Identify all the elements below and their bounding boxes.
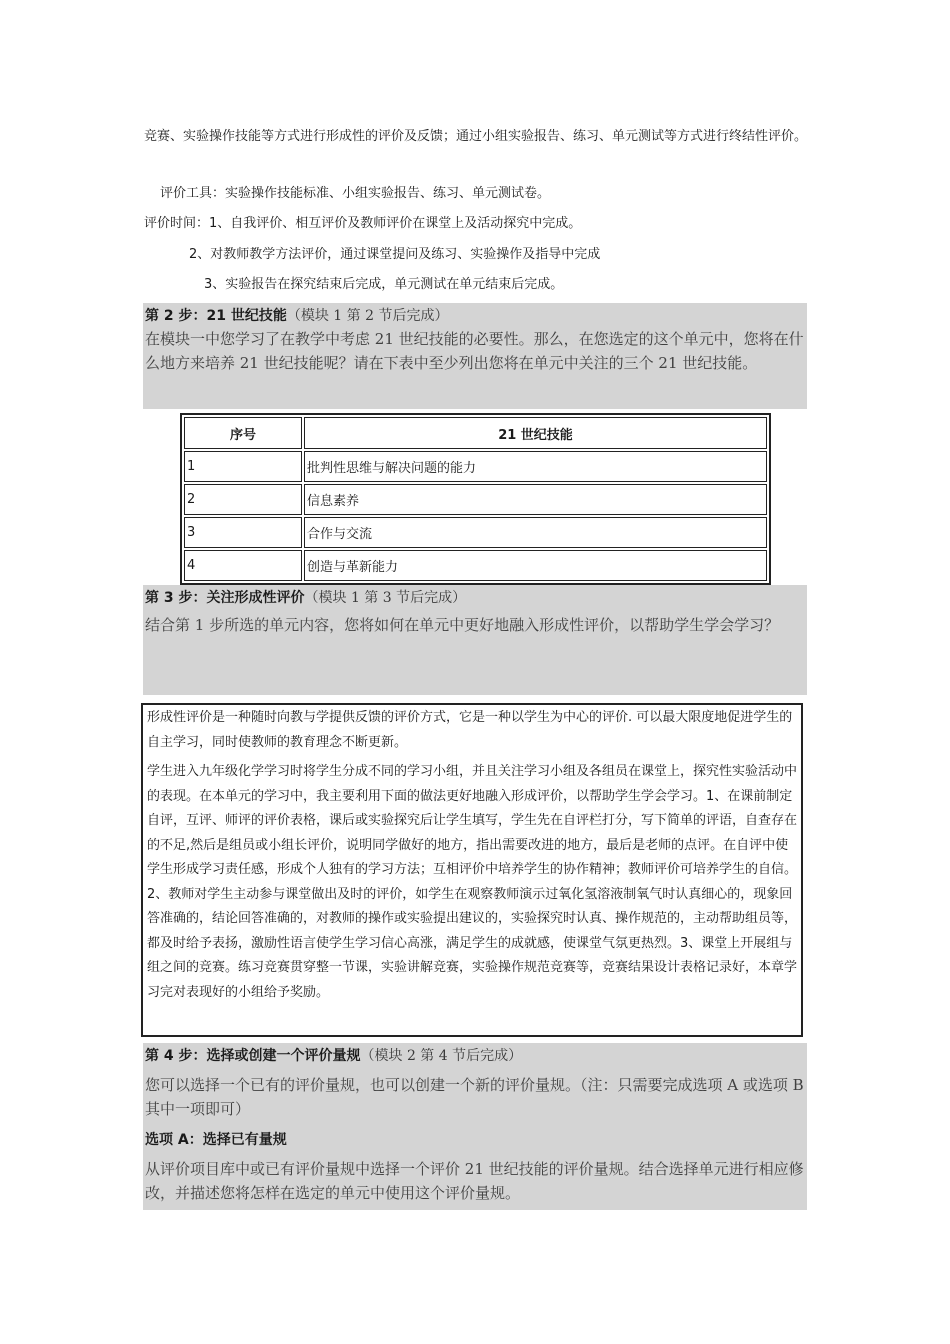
step4-title: 第 4 步：选择或创建一个评价量规 <box>145 1048 361 1064</box>
evaluation-time-line-3: 3、实验报告在探究结束后完成，单元测试在单元结束后完成。 <box>204 277 564 292</box>
step3-heading <box>143 585 807 609</box>
step3-note: （模块 1 第 3 节后完成） <box>304 590 467 606</box>
option-a-title: 选项 A：选择已有量规 <box>145 1132 287 1148</box>
step3-body: 结合第 1 步所选的单元内容，您将如何在单元中更好地融入形成性评价，以帮助学生学会学习？ <box>145 616 780 634</box>
option-a-body: 从评价项目库中或已有评价量规中选择一个评价 21 世纪技能的评价量规。结合选择单元进行相应修改，并描述您将怎样在选定的单元中使用这个评价量规。 <box>145 1160 804 1202</box>
row-skill: 创造与革新能力 <box>304 550 767 581</box>
step4-body: 您可以选择一个已有的评价量规，也可以创建一个新的评价量规。（注：只需要完成选项 A 或选项 B 其中一项即可） <box>145 1076 804 1118</box>
step4-section <box>143 1043 807 1210</box>
row-number: 4 <box>184 550 302 581</box>
row-skill: 信息素养 <box>304 484 767 515</box>
step2-heading <box>143 303 807 327</box>
evaluation-tools-line: 评价工具：实验操作技能标准、小组实验报告、练习、单元测试卷。 <box>160 186 551 201</box>
header-number: 序号 <box>184 417 302 449</box>
header-skill: 21 世纪技能 <box>304 417 767 449</box>
row-skill: 合作与交流 <box>304 517 767 548</box>
row-number: 1 <box>184 451 302 482</box>
step2-body: 在模块一中您学习了在教学中考虑 21 世纪技能的必要性。那么，在您选定的这个单元中，您将在什么地方来培养 21 世纪技能呢？请在下表中至少列出您将在单元中关注的三个 21 世纪技能。 <box>145 330 804 372</box>
skills-table <box>180 413 771 585</box>
table-row <box>184 517 767 548</box>
table-row <box>184 484 767 515</box>
evaluation-time-line-2: 2、对教师教学方法评价，通过课堂提问及练习、实验操作及指导中完成 <box>189 247 601 262</box>
row-number: 2 <box>184 484 302 515</box>
intro-paragraph: 竞赛、实验操作技能等方式进行形成性的评价及反馈；通过小组实验报告、练习、单元测试等方式进行终结性评价。 <box>144 129 808 144</box>
table-row <box>184 451 767 482</box>
table-row <box>184 550 767 581</box>
step2-section <box>143 303 807 409</box>
answer-paragraph-1: 形成性评价是一种随时向教与学提供反馈的评价方式，它是一种以学生为中心的评价. 可以最大限度地促进学生的自主学习，同时使教师的教育理念不断更新。 <box>147 710 793 750</box>
step4-note: （模块 2 第 4 节后完成） <box>360 1048 523 1064</box>
formative-assessment-answer <box>141 703 803 1037</box>
row-skill: 批判性思维与解决问题的能力 <box>304 451 767 482</box>
answer-paragraph-2: 学生进入九年级化学学习时将学生分成不同的学习小组，并且关注学习小组及各组员在课堂上，探究性实验活动中的表现。在本单元的学习中，我主要利用下面的做法更好地融入形成评价，以帮助学生学会学习。1、在课前制定自评，互评、师评的评价表格，课后或实验探究后让学生填写，学生先在自评栏打分，写下简单的评语，自查存在的不足,然后是组员或小组长评价，说明同学做好的地方，指出需要改进的地方，最后是老师的点评。在自评中使学生形成学习责任感，形成个人独有的学习方法；互相评价中培养学生的协作精神；教师评价可培养学生的自信。2、教师对学生主动参与课堂做出及时的评价，如学生在观察教师演示过氧化氢溶液制氧气时认真细心的，现象回答准确的，结论回答准确的，对教师的操作或实验提出建议的，实验探究时认真、操作规范的，主动帮助组员等，都及时给予表扬，激励性语言使学生学习信心高涨，满足学生的成就感，使课堂气氛更热烈。3、课堂上开展组与组之间的竞赛。练习竞赛贯穿整一节课，实验讲解竞赛，实验操作规范竞赛等，竞赛结果设计表格记录好，本章学习完对表现好的小组给予奖励。 <box>147 764 798 1000</box>
skills-table-header <box>184 417 767 449</box>
option-a-heading <box>143 1127 807 1151</box>
step4-heading <box>143 1043 807 1067</box>
row-number: 3 <box>184 517 302 548</box>
evaluation-time-line-1: 评价时间：1、自我评价、相互评价及教师评价在课堂上及活动探究中完成。 <box>144 216 582 231</box>
step2-title: 第 2 步：21 世纪技能 <box>145 308 287 324</box>
step3-section <box>143 585 807 695</box>
step2-note: （模块 1 第 2 节后完成） <box>286 308 449 324</box>
step3-title: 第 3 步：关注形成性评价 <box>145 590 305 606</box>
